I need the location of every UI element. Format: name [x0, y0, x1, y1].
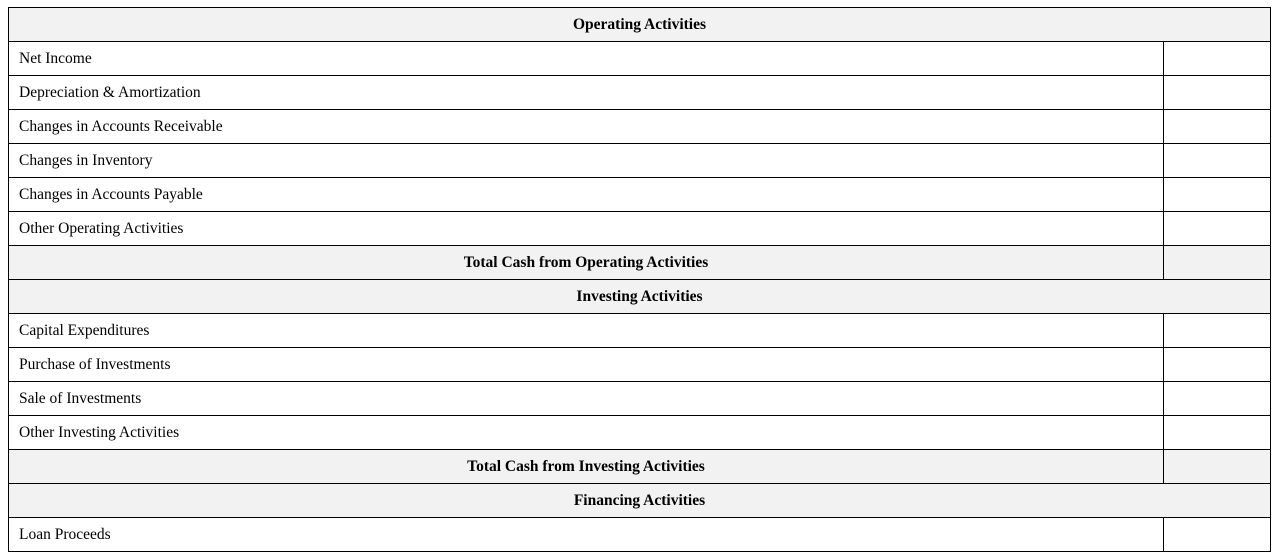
line-item-label-cell: Net Income — [9, 42, 1164, 76]
line-item-label-cell: Sale of Investments — [9, 382, 1164, 416]
line-item-value-cell[interactable] — [1164, 76, 1271, 110]
table-row — [9, 246, 1271, 280]
total-value-cell[interactable] — [1164, 246, 1271, 280]
section-header-cell: Financing Activities — [9, 484, 1271, 518]
table-row — [9, 450, 1271, 484]
table-row — [9, 212, 1271, 246]
table-row — [9, 110, 1271, 144]
line-item-value-cell[interactable] — [1164, 382, 1271, 416]
table-row — [9, 76, 1271, 110]
line-item-value-cell[interactable] — [1164, 314, 1271, 348]
line-item-label-cell: Depreciation & Amortization — [9, 76, 1164, 110]
line-item-value-cell[interactable] — [1164, 144, 1271, 178]
line-item-label-cell: Capital Expenditures — [9, 314, 1164, 348]
total-label-cell: Total Cash from Investing Activities — [9, 450, 1164, 484]
table-row — [9, 348, 1271, 382]
total-value-cell[interactable] — [1164, 450, 1271, 484]
line-item-label-cell: Changes in Inventory — [9, 144, 1164, 178]
line-item-label-cell: Other Investing Activities — [9, 416, 1164, 450]
table-row — [9, 484, 1271, 518]
table-row — [9, 178, 1271, 212]
table-row — [9, 518, 1271, 552]
table-row — [9, 416, 1271, 450]
line-item-value-cell[interactable] — [1164, 178, 1271, 212]
section-header-cell: Investing Activities — [9, 280, 1271, 314]
line-item-value-cell[interactable] — [1164, 348, 1271, 382]
table-row — [9, 314, 1271, 348]
table-row — [9, 382, 1271, 416]
section-header-cell: Operating Activities — [9, 8, 1271, 42]
table-row — [9, 280, 1271, 314]
line-item-label-cell: Changes in Accounts Receivable — [9, 110, 1164, 144]
table-row — [9, 144, 1271, 178]
line-item-label-cell: Other Operating Activities — [9, 212, 1164, 246]
cash-flow-table — [8, 7, 1271, 552]
line-item-value-cell[interactable] — [1164, 110, 1271, 144]
total-label-cell: Total Cash from Operating Activities — [9, 246, 1164, 280]
table-row — [9, 42, 1271, 76]
line-item-value-cell[interactable] — [1164, 42, 1271, 76]
line-item-label-cell: Changes in Accounts Payable — [9, 178, 1164, 212]
line-item-label-cell: Loan Proceeds — [9, 518, 1164, 552]
line-item-value-cell[interactable] — [1164, 416, 1271, 450]
cash-flow-statement-sheet — [0, 7, 1278, 552]
line-item-value-cell[interactable] — [1164, 518, 1271, 552]
table-row — [9, 8, 1271, 42]
line-item-value-cell[interactable] — [1164, 212, 1271, 246]
line-item-label-cell: Purchase of Investments — [9, 348, 1164, 382]
cash-flow-table-body — [9, 8, 1271, 552]
